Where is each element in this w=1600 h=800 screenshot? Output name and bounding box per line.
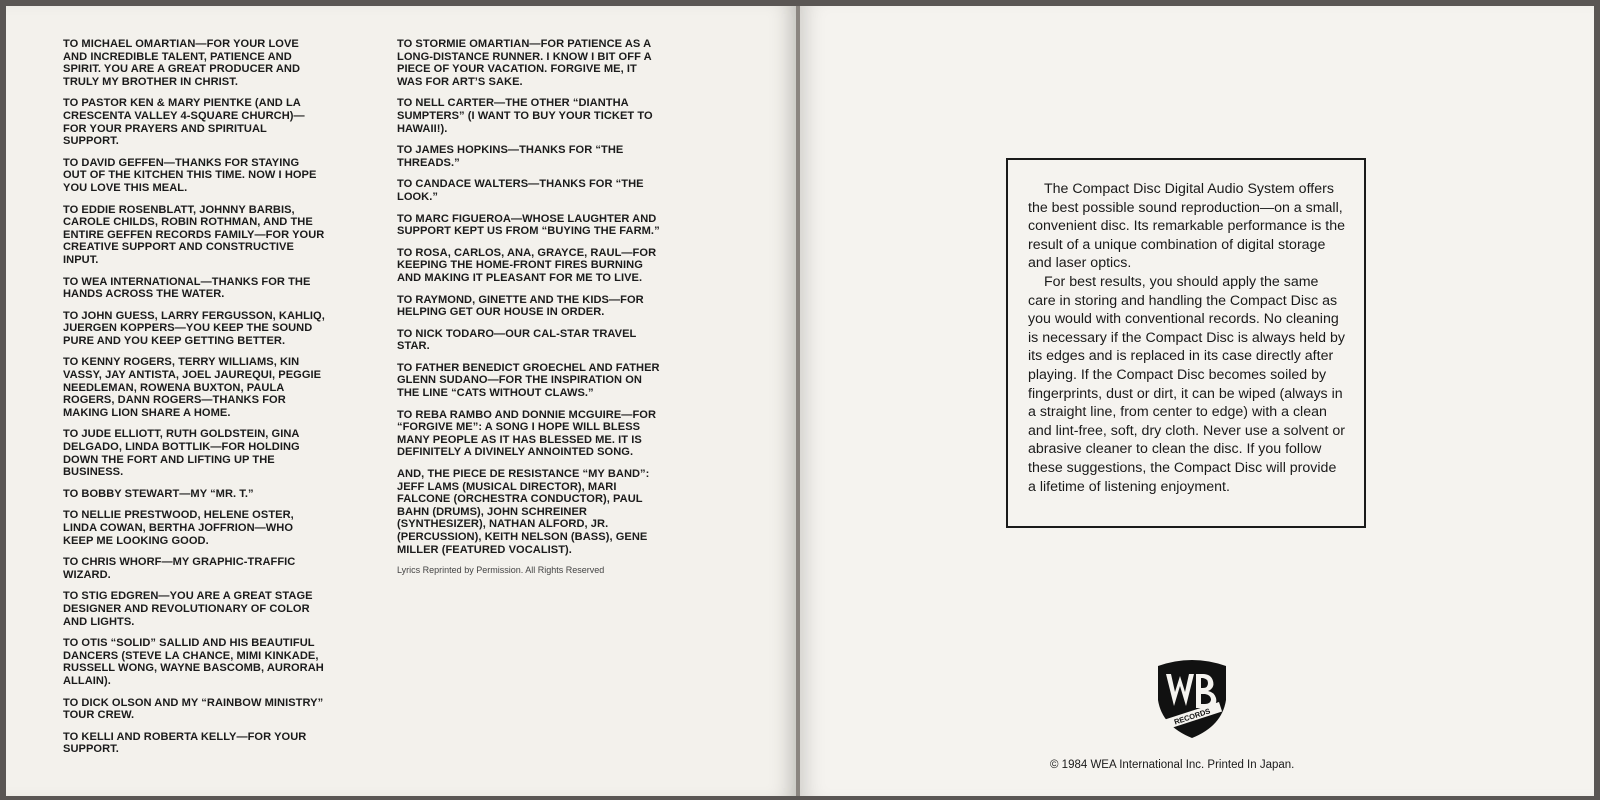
thanks-entry: TO RAYMOND, GINETTE AND THE KIDS—FOR HELPING GET OUR HOUSE IN ORDER. (397, 293, 644, 319)
thanks-entry: TO WEA INTERNATIONAL—THANKS FOR THE HANDS ACROSS THE WATER. (63, 275, 311, 301)
notice-paragraph: The Compact Disc Digital Audio System offers the best possible sound reproduction—on a small, convenient disc. Its remarkable performance is the result of a unique combination of digital storage and laser optics. (1028, 181, 1346, 272)
compact-disc-notice-box (1006, 158, 1366, 528)
thanks-entry: TO REBA RAMBO AND DONNIE MCGUIRE—FOR “FORGIVE ME”: A SONG I HOPE WILL BLESS MANY PEOPLE AS IT HAS BLESSED ME. IT IS DEFINITELY A DIVINELY ANNOINTED SONG. (397, 408, 657, 459)
thanks-entry: TO CHRIS WHORF—MY GRAPHIC-TRAFFIC WIZARD. (63, 556, 296, 581)
copyright-line: © 1984 WEA International Inc. Printed In Japan. (1050, 759, 1295, 771)
thanks-entry: TO KELLI AND ROBERTA KELLY—FOR YOUR SUPPORT. (63, 730, 307, 756)
thanks-entry: TO FATHER BENEDICT GROECHEL AND FATHER GLENN SUDANO—FOR THE INSPIRATION ON THE LINE “CATS WITHOUT CLAWS.” (397, 361, 660, 400)
thanks-entry: AND, THE PIECE DE RESISTANCE “MY BAND”: JEFF LAMS (MUSICAL DIRECTOR), MARI FALCONE (ORCHESTRA CONDUCTOR), PAUL BAHN (DRUMS), JOHN SCHREINER (SYNTHESIZER), NATHAN ALFORD, JR. (PERCUSSION), KEITH NELSON (BASS), GENE MILLER (FEATURED VOCALIST). (397, 468, 650, 556)
thanks-entry: TO NELL CARTER—THE OTHER “DIANTHA SUMPTERS” (I WANT TO BUY YOUR TICKET TO HAWAII!). (397, 97, 653, 135)
thanks-entry: TO NICK TODARO—OUR CAL-STAR TRAVEL STAR. (397, 327, 637, 353)
thanks-entry: TO EDDIE ROSENBLATT, JOHNNY BARBIS, CAROLE CHILDS, ROBIN ROTHMAN, AND THE ENTIRE GEFFEN RECORDS FAMILY—FOR YOUR CREATIVE SUPPORT AND CONSTRUCTIVE INPUT. (63, 203, 325, 266)
wb-records-shield-icon (1152, 656, 1232, 740)
thanks-entry: TO BOBBY STEWART—MY “MR. T.” (63, 487, 254, 500)
thanks-entry: TO DICK OLSON AND MY “RAINBOW MINISTRY” TOUR CREW. (63, 696, 324, 722)
thanks-entry: TO NELLIE PRESTWOOD, HELENE OSTER, LINDA COWAN, BERTHA JOFFRION—WHO KEEP ME LOOKING GOOD. (63, 509, 294, 547)
thanks-entry: TO PASTOR KEN & MARY PIENTKE (AND LA CRESCENTA VALLEY 4-SQUARE CHURCH)—FOR YOUR PRAYERS AND SPIRITUAL SUPPORT. (63, 97, 305, 148)
thanks-entry: TO JUDE ELLIOTT, RUTH GOLDSTEIN, GINA DELGADO, LINDA BOTTLIK—FOR HOLDING DOWN THE FORT AND LIFTING UP THE BUSINESS. (63, 428, 300, 479)
lyrics-credit: Lyrics Reprinted by Permission. All Rights Reserved (397, 565, 605, 576)
thanks-column-1 (63, 38, 325, 765)
thanks-entry: TO DAVID GEFFEN—THANKS FOR STAYING OUT OF THE KITCHEN THIS TIME. NOW I HOPE YOU LOVE THIS MEAL. (63, 156, 317, 194)
right-page (800, 6, 1594, 796)
thanks-entry: TO STORMIE OMARTIAN—FOR PATIENCE AS A LONG-DISTANCE RUNNER. I KNOW I BIT OFF A PIECE OF YOUR VACATION. FORGIVE ME, IT WAS FOR ART’S SAKE. (397, 38, 652, 88)
thanks-entry: TO CANDACE WALTERS—THANKS FOR “THE LOOK.” (397, 178, 644, 203)
thanks-entry: TO MARC FIGUEROA—WHOSE LAUGHTER AND SUPPORT KEPT US FROM “BUYING THE FARM.” (397, 212, 660, 238)
left-page (6, 6, 796, 796)
logo-text: RECORDS (1172, 706, 1212, 727)
thanks-entry: TO STIG EDGREN—YOU ARE A GREAT STAGE DESIGNER AND REVOLUTIONARY OF COLOR AND LIGHTS. (63, 590, 313, 628)
thanks-entry: TO KENNY ROGERS, TERRY WILLIAMS, KIN VASSY, JAY ANTISTA, JOEL JAUREQUI, PEGGIE NEEDLEMAN, ROWENA BUXTON, PAULA ROGERS, DANN ROGERS—THANKS FOR MAKING LION SHARE A HOME. (63, 356, 322, 419)
thanks-entry: TO JAMES HOPKINS—THANKS FOR “THE THREADS.” (397, 144, 624, 169)
thanks-entry: TO ROSA, CARLOS, ANA, GRAYCE, RAUL—FOR KEEPING THE HOME-FRONT FIRES BURNING AND MAKING IT PLEASANT FOR ME TO LIVE. (397, 246, 657, 284)
notice-paragraph: For best results, you should apply the same care in storing and handling the Compact Disc as you would with conventional records. No cleaning is necessary if the Compact Disc is always held by its edges and is replaced in its case directly after playing. If the Compact Disc becomes soiled by fingerprints, dust or dirt, it can be wiped (always in a straight line, from center to edge) with a clean and lint-free, soft, dry cloth. Never use a solvent or abrasive cleaner to clean the disc. If you follow these suggestions, the Compact Disc will provide a lifetime of listening enjoyment. (1028, 273, 1346, 495)
thanks-column-2 (397, 38, 665, 575)
thanks-entry: TO OTIS “SOLID” SALLID AND HIS BEAUTIFUL DANCERS (STEVE LA CHANCE, MIMI KINKADE, RUSSELL WONG, WAYNE BASCOMB, AURORAH ALLAIN). (63, 637, 324, 687)
thanks-entry: TO JOHN GUESS, LARRY FERGUSSON, KAHLIQ, JUERGEN KOPPERS—YOU KEEP THE SOUND PURE AND YOU KEEP GETTING BETTER. (63, 309, 325, 347)
thanks-entry: TO MICHAEL OMARTIAN—FOR YOUR LOVE AND INCREDIBLE TALENT, PATIENCE AND SPIRIT. YOU ARE A GREAT PRODUCER AND TRULY MY BROTHER IN CHRIST. (63, 38, 301, 88)
